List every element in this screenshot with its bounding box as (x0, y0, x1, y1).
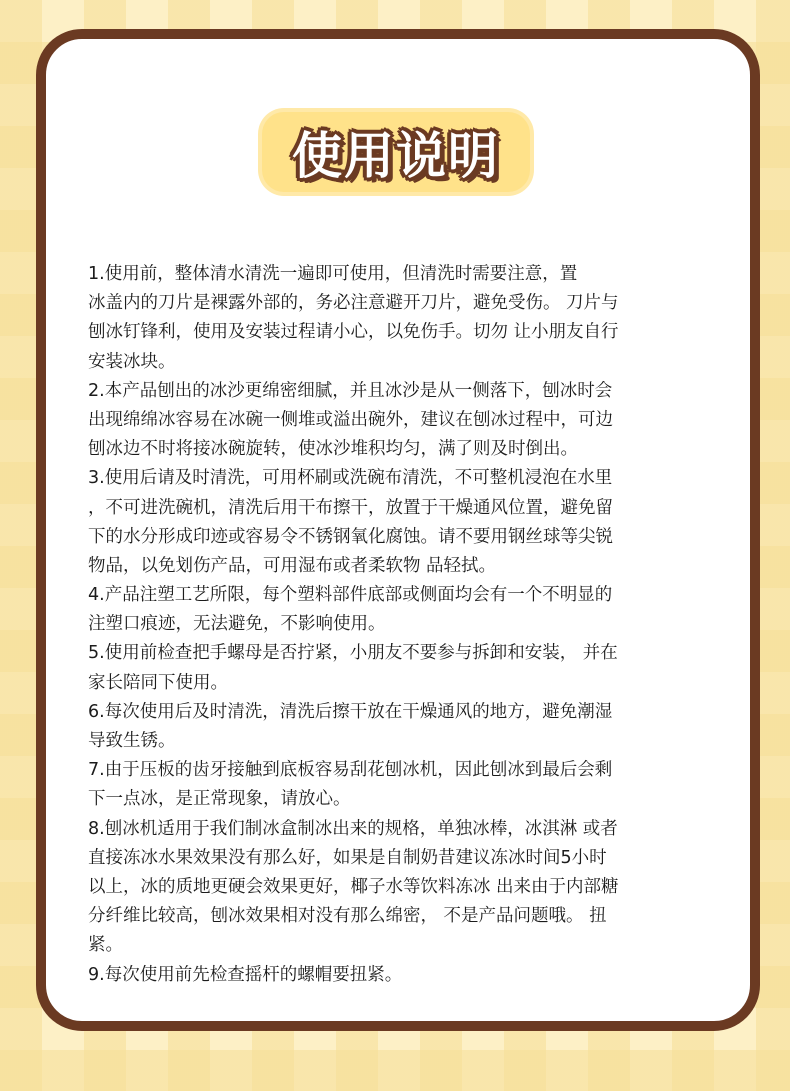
text-line: 紧。 (88, 935, 123, 956)
instructions-text (88, 260, 708, 990)
text-line: 下的水分形成印迹或容易令不锈钢氧化腐蚀。请不要用钢丝球等尖锐 (88, 526, 613, 547)
text-line: 刨冰边不时将接冰碗旋转，使冰沙堆积均匀，满了则及时倒出。 (88, 439, 578, 460)
text-line: 5.使用前检查把手螺母是否拧紧，小朋友不要参与拆卸和安装， 并在 (88, 643, 618, 664)
text-line: 2.本产品刨出的冰沙更绵密细腻，并且冰沙是从一侧落下，刨冰时会 (88, 380, 613, 401)
text-line: 下一点冰，是正常现象，请放心。 (88, 789, 351, 810)
text-line: 7.由于压板的齿牙接触到底板容易刮花刨冰机，因此刨冰到最后会剩 (88, 760, 613, 781)
text-line: 1.使用前，整体清水清洗一遍即可使用，但清洗时需要注意，置 (88, 264, 578, 284)
text-line: 冰盖内的刀片是裸露外部的，务必注意避开刀片，避免受伤。 刀片与 (88, 293, 619, 314)
text-line: ，不可进洗碗机，清洗后用干布擦干，放置于干燥通风位置，避免留 (88, 497, 613, 518)
text-line: 分纤维比较高，刨冰效果相对没有那么绵密， 不是产品问题哦。 扭 (88, 906, 607, 927)
text-line: 8.刨冰机适用于我们制冰盒制冰出来的规格，单独冰棒，冰淇淋 或者 (88, 818, 618, 839)
text-line: 家长陪同下使用。 (88, 672, 228, 693)
text-line: 直接冻冰水果效果没有那么好，如果是自制奶昔建议冻冰时间5小时 (88, 847, 607, 868)
text-line: 4.产品注塑工艺所限，每个塑料部件底部或侧面均会有一个不明显的 (88, 585, 613, 606)
text-line: 3.使用后请及时清洗，可用杯刷或洗碗布清洗，不可整机浸泡在水里 (88, 468, 613, 489)
text-line: 注塑口痕迹，无法避免，不影响使用。 (88, 614, 386, 635)
text-line: 安装冰块。 (88, 351, 176, 372)
text-line: 9.每次使用前先检查摇杆的螺帽要扭紧。 (88, 964, 403, 985)
text-line: 6.每次使用后及时清洗，清洗后擦干放在干燥通风的地方，避免潮湿 (88, 701, 613, 722)
text-line: 出现绵绵冰容易在冰碗一侧堆或溢出碗外，建议在刨冰过程中，可边 (88, 409, 613, 430)
text-line: 导致生锈。 (88, 731, 176, 751)
title-badge (262, 112, 530, 192)
page-title: 使用说明 (292, 127, 500, 185)
text-line: 以上，冰的质地更硬会效果更好，椰子水等饮料冻冰 出来由于内部糖 (88, 876, 619, 897)
text-line: 物品，以免划伤产品，可用湿布或者柔软物 品轻拭。 (88, 555, 497, 576)
text-line: 刨冰钉锋利，使用及安装过程请小心，以免伤手。切勿 让小朋友自行 (88, 322, 619, 343)
